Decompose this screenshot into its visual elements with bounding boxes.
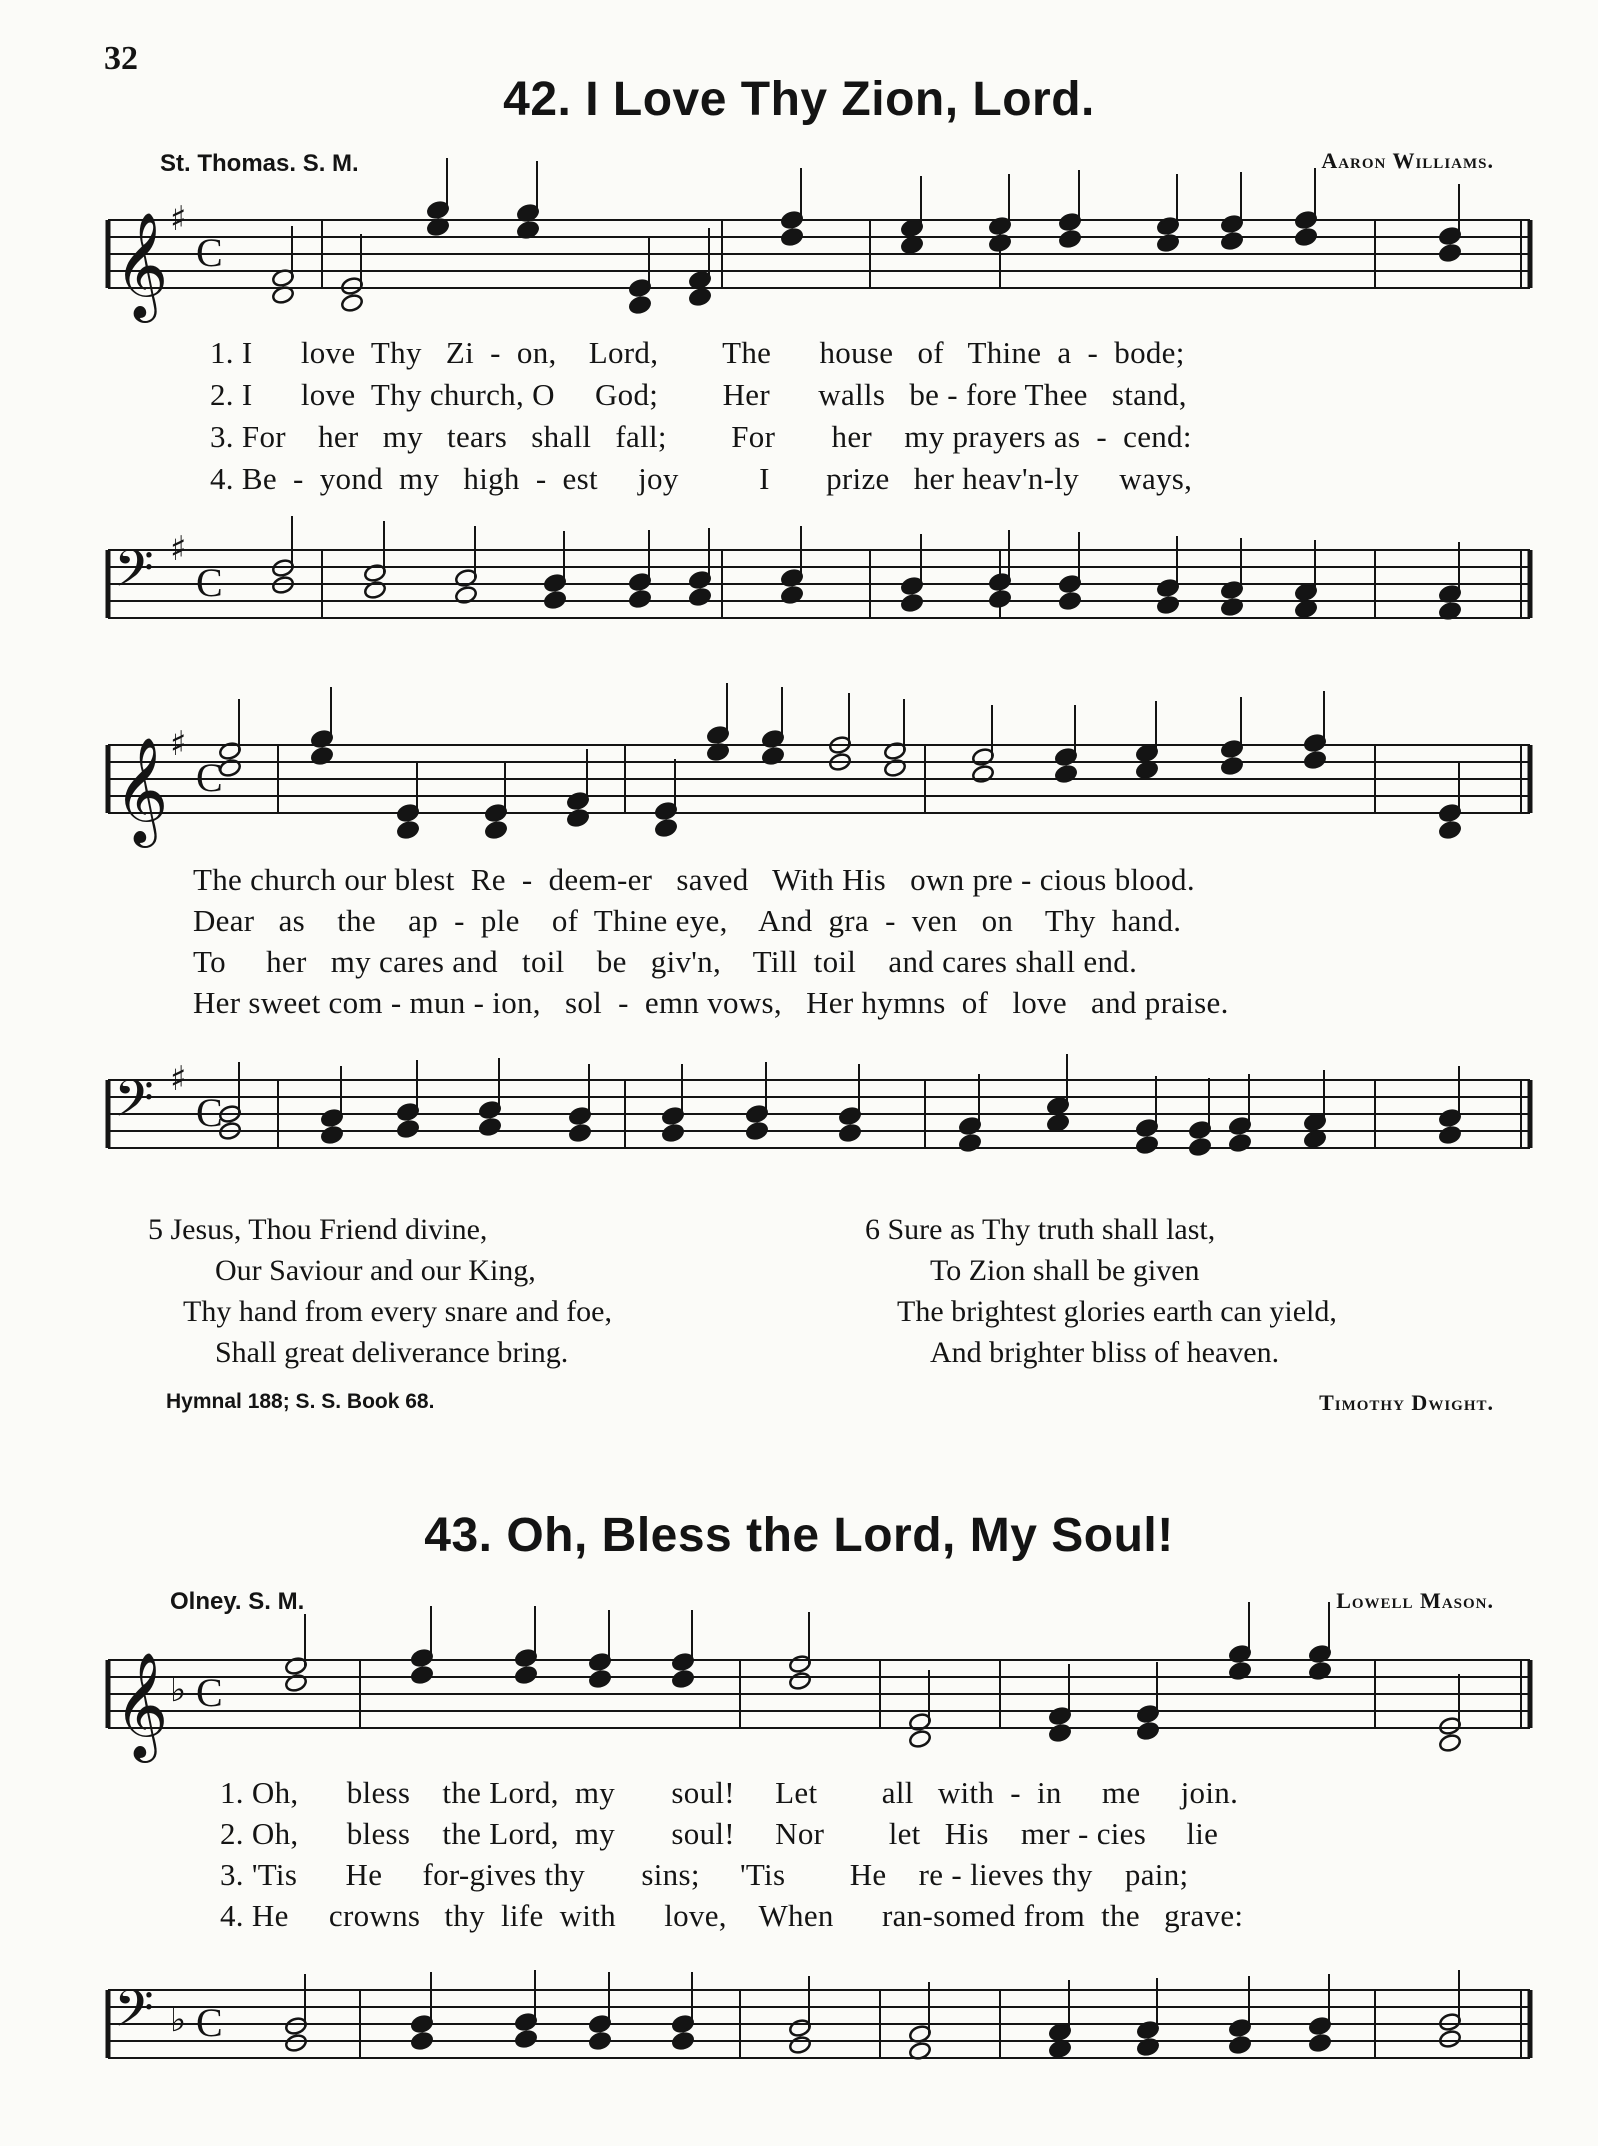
flat-key-signature-icon: ♭ [170,1669,187,1710]
lyric-line: 1. I love Thy Zi - on, Lord, The house of Thine a - bode; [210,335,1185,370]
stanza-line: The brightest glories earth can yield, [897,1295,1337,1328]
time-signature: C [196,2000,223,2045]
hymn-43-tune-name: Olney. S. M. [170,1588,305,1615]
hymn-43-title: 43. Oh, Bless the Lord, My Soul! [424,1509,1174,1562]
note-head [1054,764,1078,784]
lyric-line: 4. He crowns thy life with love, When ran-somed from the grave: [220,1898,1244,1933]
bass-clef-icon: 𝄢 [114,1978,154,2051]
time-signature: C [196,1090,223,1135]
hymn-42-author: Timothy Dwight. [1319,1390,1494,1415]
treble-clef-icon: 𝄞 [114,736,169,843]
note-head [1135,760,1159,780]
lyric-line: Her sweet com - mun - ion, sol - emn vows, Her hymns of love and praise. [193,985,1229,1020]
note-head [1303,750,1327,770]
note-head [1046,1113,1070,1133]
note-head [1438,1733,1462,1753]
time-signature: C [196,560,223,605]
note-head [1438,820,1462,840]
note-head [588,2031,612,2051]
note-head [1048,2039,1072,2059]
note-head [671,1669,695,1689]
lyric-line: 1. Oh, bless the Lord, my soul! Let all with - in me join. [220,1775,1239,1810]
note-head [1438,243,1462,263]
note-head [780,227,804,247]
note-head [514,1665,538,1685]
note-head [410,1665,434,1685]
time-signature: C [196,230,223,275]
note-head [1438,1125,1462,1145]
hymn-42-system-2-treble-staff [0,715,1598,865]
sharp-key-signature-icon: ♯ [170,724,187,765]
note-head [628,589,652,609]
note-head [320,1125,344,1145]
note-head [1188,1137,1212,1157]
flat-key-signature-icon: ♭ [170,1999,187,2040]
hymn-42-hymnal-reference: Hymnal 188; S. S. Book 68. [166,1390,435,1413]
note-head [1303,1129,1327,1149]
note-head [661,1123,685,1143]
note-head [1294,599,1318,619]
note-head [340,293,364,313]
time-signature: C [196,1670,223,1715]
stanza-line: And brighter bliss of heaven. [930,1336,1280,1369]
note-head [568,1123,592,1143]
note-head [688,587,712,607]
sharp-key-signature-icon: ♯ [170,529,187,570]
hymn-43-composer: Lowell Mason. [1336,1588,1494,1613]
note-head [838,1123,862,1143]
note-head [1220,231,1244,251]
lyric-line: 3. 'Tis He for-gives thy sins; 'Tis He re - lieves thy pain; [220,1857,1189,1892]
note-head [688,287,712,307]
note-head [1438,2029,1462,2049]
note-head [1058,591,1082,611]
note-head [958,1133,982,1153]
hymn-42-system-2-bass-staff [0,1050,1598,1200]
page-number: 32 [104,40,138,77]
note-head [566,808,590,828]
note-head [788,2035,812,2055]
note-head [788,1671,812,1691]
note-head [900,235,924,255]
stanza-line: Thy hand from every snare and foe, [183,1295,612,1328]
hymn-43-bass-staff [0,1960,1598,2110]
note-head [1308,2033,1332,2053]
note-head [1156,595,1180,615]
note-head [484,820,508,840]
bass-clef-icon: 𝄢 [114,1068,154,1141]
stanza-line: Shall great deliverance bring. [215,1336,569,1369]
time-signature: C [196,755,223,800]
note-head [410,2031,434,2051]
hymn-42-system-1-bass-staff [0,520,1598,670]
lyric-line: 4. Be - yond my high - est joy I prize her heav'n-ly ways, [210,461,1193,496]
note-head [396,820,420,840]
lyric-line: To her my cares and toil be giv'n, Till toil and cares shall end. [193,944,1138,979]
note-head [543,590,567,610]
hymn-43-treble-staff [0,1630,1598,1780]
note-head [988,589,1012,609]
hymn-42-composer: Aaron Williams. [1321,148,1494,173]
note-head [588,1669,612,1689]
note-head [1220,756,1244,776]
hymn-42-title: 42. I Love Thy Zion, Lord. [503,73,1095,126]
note-head [1228,1133,1252,1153]
stanza-line: Our Saviour and our King, [215,1254,536,1287]
note-head [1058,229,1082,249]
note-head [396,1119,420,1139]
sharp-key-signature-icon: ♯ [170,199,187,240]
note-head [1135,1135,1159,1155]
note-head [478,1117,502,1137]
hymn-42-system-1-treble-staff [0,190,1598,340]
lyric-line: 3. For her my tears shall fall; For her my prayers as - cend: [210,419,1192,454]
note-head [514,2029,538,2049]
sharp-key-signature-icon: ♯ [170,1059,187,1100]
stanza-line: To Zion shall be given [930,1254,1200,1287]
note-head [1048,1723,1072,1743]
note-head [1136,1721,1160,1741]
note-head [900,593,924,613]
hymn-42-tune-name: St. Thomas. S. M. [160,150,359,177]
note-head [284,2033,308,2053]
note-head [654,818,678,838]
treble-clef-icon: 𝄞 [114,1651,169,1758]
treble-clef-icon: 𝄞 [114,211,169,318]
note-head [1294,227,1318,247]
note-head [908,1729,932,1749]
note-head [1228,2035,1252,2055]
bass-clef-icon: 𝄢 [114,538,154,611]
stanza-line: 5 Jesus, Thou Friend divine, [148,1213,488,1246]
note-head [671,2031,695,2051]
note-head [628,295,652,315]
lyric-line: The church our blest Re - deem-er saved With His own pre - cious blood. [193,862,1195,897]
lyric-line: 2. Oh, bless the Lord, my soul! Nor let His mer - cies lie [220,1816,1219,1851]
lyric-line: 2. I love Thy church, O God; Her walls be - fore Thee stand, [210,377,1187,412]
stanza-line: 6 Sure as Thy truth shall last, [865,1213,1216,1246]
note-head [971,764,995,784]
note-head [745,1121,769,1141]
lyric-line: Dear as the ap - ple of Thine eye, And gra - ven on Thy hand. [193,903,1182,938]
